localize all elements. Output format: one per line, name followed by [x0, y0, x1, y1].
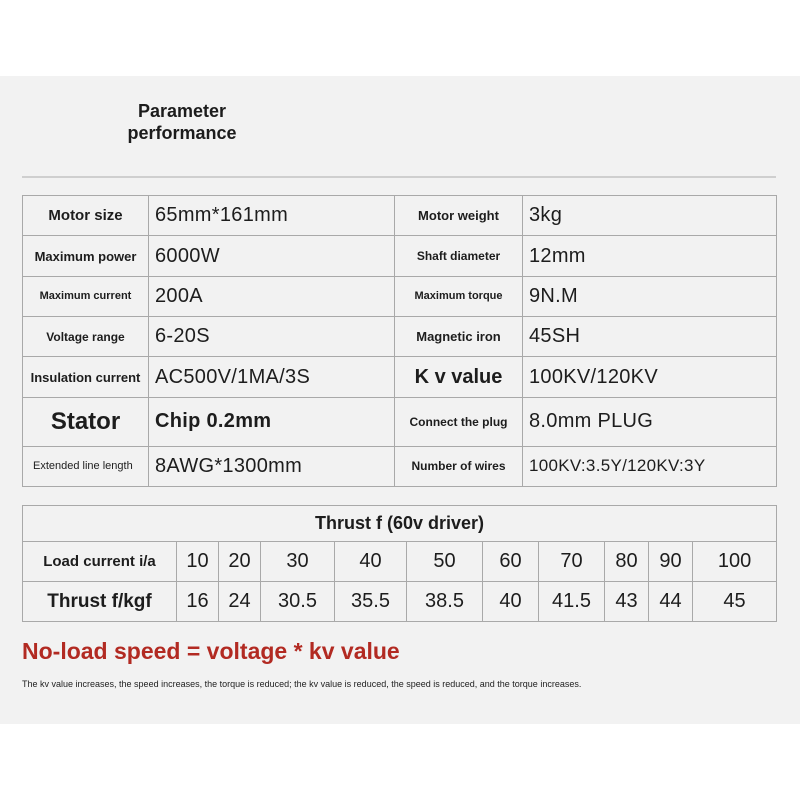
- thrust-title-row: [23, 506, 777, 542]
- spec-row: [23, 397, 777, 446]
- thrust-cell: 41.5: [539, 582, 605, 622]
- current-cell: 50: [407, 542, 483, 582]
- footnote: The kv value increases, the speed increases, the torque is reduced; the kv value is reduced, the speed is reduced, and the torque increases.: [22, 679, 582, 689]
- spec-value: 200A: [149, 276, 395, 316]
- spec-row: [23, 196, 777, 236]
- spec-label: Number of wires: [395, 446, 523, 486]
- spec-label: Extended line length: [23, 446, 149, 486]
- spec-value: 8AWG*1300mm: [149, 446, 395, 486]
- thrust-cell: 43: [605, 582, 649, 622]
- thrust-cell: 40: [483, 582, 539, 622]
- spec-label: Stator: [23, 397, 149, 446]
- current-row: [23, 542, 777, 582]
- spec-label: Motor size: [23, 196, 149, 236]
- current-cell: 90: [649, 542, 693, 582]
- current-cell: 30: [261, 542, 335, 582]
- title-line-2: performance: [127, 123, 237, 143]
- current-cell: 100: [693, 542, 777, 582]
- spec-value: 8.0mm PLUG: [523, 397, 777, 446]
- spec-value: AC500V/1MA/3S: [149, 357, 395, 397]
- spec-table: [22, 195, 777, 487]
- thrust-table: [22, 505, 777, 622]
- spec-value: 65mm*161mm: [149, 196, 395, 236]
- spec-label: Motor weight: [395, 196, 523, 236]
- spec-label: Maximum power: [23, 236, 149, 276]
- spec-label: Connect the plug: [395, 397, 523, 446]
- current-cell: 40: [335, 542, 407, 582]
- thrust-cell: 30.5: [261, 582, 335, 622]
- current-cell: 10: [177, 542, 219, 582]
- spec-label: Maximum torque: [395, 276, 523, 316]
- spec-label: Magnetic iron: [395, 317, 523, 357]
- thrust-cell: 38.5: [407, 582, 483, 622]
- spec-value: Chip 0.2mm: [149, 397, 395, 446]
- spec-value: 6-20S: [149, 317, 395, 357]
- spec-label: Insulation current: [23, 357, 149, 397]
- spec-value: 100KV:3.5Y/120KV:3Y: [523, 446, 777, 486]
- current-cell: 70: [539, 542, 605, 582]
- current-cell: 60: [483, 542, 539, 582]
- thrust-cell: 44: [649, 582, 693, 622]
- thrust-cell: 35.5: [335, 582, 407, 622]
- spec-value: 100KV/120KV: [523, 357, 777, 397]
- spec-label: Shaft diameter: [395, 236, 523, 276]
- thrust-cell: 16: [177, 582, 219, 622]
- spec-value: 3kg: [523, 196, 777, 236]
- spec-row: [23, 446, 777, 486]
- spec-label: Maximum current: [23, 276, 149, 316]
- spec-row: [23, 357, 777, 397]
- thrust-row-label: Thrust f/kgf: [23, 582, 177, 622]
- spec-value: 45SH: [523, 317, 777, 357]
- current-row-label: Load current i/a: [23, 542, 177, 582]
- spec-row: [23, 317, 777, 357]
- thrust-title: Thrust f (60v driver): [23, 506, 777, 542]
- spec-row: [23, 236, 777, 276]
- spec-label: Voltage range: [23, 317, 149, 357]
- thrust-cell: 24: [219, 582, 261, 622]
- page-title: [112, 100, 252, 144]
- spec-value: 12mm: [523, 236, 777, 276]
- current-cell: 80: [605, 542, 649, 582]
- spec-label: K v value: [395, 357, 523, 397]
- title-line-1: Parameter: [137, 101, 227, 121]
- current-cell: 20: [219, 542, 261, 582]
- thrust-cell: 45: [693, 582, 777, 622]
- spec-value: 6000W: [149, 236, 395, 276]
- spec-row: [23, 276, 777, 316]
- spec-value: 9N.M: [523, 276, 777, 316]
- formula-text: No-load speed = voltage * kv value: [22, 638, 400, 664]
- thrust-row: [23, 582, 777, 622]
- title-divider: [22, 176, 776, 178]
